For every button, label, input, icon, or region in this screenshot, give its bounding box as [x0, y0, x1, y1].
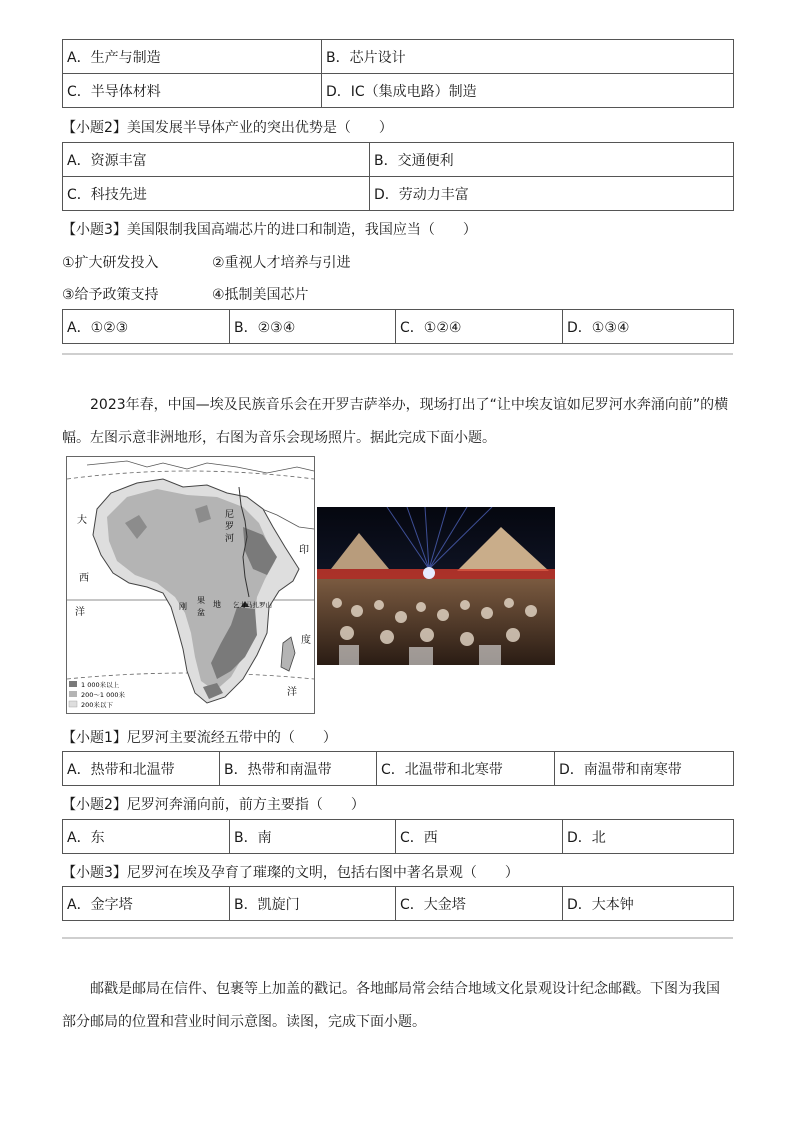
option-d[interactable]: D．IC（集成电路）制造 — [322, 74, 734, 108]
label-gang: 刚 — [179, 602, 187, 611]
legend-low: 200米以下 — [81, 701, 113, 709]
label-yang1: 洋 — [75, 607, 85, 618]
q1b-stem: 【小题1】尼罗河主要流经五带中的（ ） — [62, 730, 337, 746]
q3a-options — [62, 309, 734, 344]
q3b-stem: 【小题3】尼罗河在埃及孕育了璀璨的文明，包括右图中著名景观（ ） — [62, 865, 519, 881]
q3a-item-1: ①扩大研发投入 — [62, 255, 159, 271]
q2a-stem: 【小题2】美国发展半导体产业的突出优势是（ ） — [62, 120, 393, 136]
label-kilimanjaro: 乞力马扎罗山 — [233, 601, 272, 609]
label-xi: 西 — [79, 573, 89, 584]
q1b-options — [62, 751, 734, 786]
option-a[interactable]: A．东 — [63, 820, 230, 854]
option-d[interactable]: D．北 — [563, 820, 734, 854]
label-yang2: 洋 — [287, 687, 297, 698]
option-a[interactable]: A．①②③ — [63, 310, 230, 344]
legend-mid: 200～1 000米 — [81, 691, 126, 699]
q3a-item-2: ②重视人才培养与引进 — [212, 255, 351, 271]
q3a-item-3: ③给予政策支持 — [62, 287, 159, 303]
section-divider — [62, 353, 733, 355]
africa-terrain-map — [66, 456, 315, 714]
option-a[interactable]: A．热带和北温带 — [63, 752, 220, 786]
option-b[interactable]: B．芯片设计 — [322, 40, 734, 74]
concert-photo-svg — [317, 507, 555, 665]
option-d[interactable]: D．大本钟 — [563, 887, 734, 921]
q2b-stem: 【小题2】尼罗河奔涌向前，前方主要指（ ） — [62, 797, 365, 813]
legend-swatch-mid — [69, 691, 77, 697]
option-b[interactable]: B．交通便利 — [370, 143, 734, 177]
option-b[interactable]: B．热带和南温带 — [220, 752, 377, 786]
legend-swatch-low — [69, 701, 77, 707]
label-ni: 尼 — [225, 510, 235, 520]
label-luo: 罗 — [225, 522, 235, 532]
label-yin: 印 — [299, 545, 309, 556]
option-c[interactable]: C．科技先进 — [63, 177, 370, 211]
africa-map-svg — [67, 457, 314, 713]
madagascar — [281, 637, 295, 671]
passage-postmark: 邮戳是邮局在信件、包裹等上加盖的戳记。各地邮局常会结合地域文化景观设计纪念邮戳。下图为我国部分邮局的位置和营业时间示意图。读图，完成下面小题。 — [62, 981, 720, 1030]
option-a[interactable]: A．生产与制造 — [63, 40, 322, 74]
option-c[interactable]: C．北温带和北寒带 — [377, 752, 555, 786]
passage-nile: 2023年春，中国—埃及民族音乐会在开罗吉萨举办，现场打出了“让中埃友谊如尼罗河水奔涌向前”的横幅。左图示意非洲地形，右图为音乐会现场照片。据此完成下面小题。 — [62, 397, 729, 446]
q2b-options — [62, 819, 734, 854]
option-d[interactable]: D．①③④ — [563, 310, 734, 344]
label-he: 河 — [225, 534, 235, 544]
q3b-options — [62, 886, 734, 921]
q3a-stem: 【小题3】美国限制我国高端芯片的进口和制造，我国应当（ ） — [62, 222, 477, 238]
tropic-north-line — [67, 471, 314, 479]
q-top-options — [62, 39, 734, 108]
option-d[interactable]: D．劳动力丰富 — [370, 177, 734, 211]
option-d[interactable]: D．南温带和南寒带 — [555, 752, 734, 786]
option-b[interactable]: B．②③④ — [230, 310, 396, 344]
option-a[interactable]: A．资源丰富 — [63, 143, 370, 177]
option-b[interactable]: B．凯旋门 — [230, 887, 396, 921]
legend-swatch-high — [69, 681, 77, 687]
concert-photo — [317, 507, 555, 665]
q2a-options — [62, 142, 734, 211]
option-c[interactable]: C．①②④ — [396, 310, 563, 344]
option-c[interactable]: C．大金塔 — [396, 887, 563, 921]
section-divider — [62, 937, 733, 939]
option-b[interactable]: B．南 — [230, 820, 396, 854]
label-du: 度 — [301, 635, 311, 646]
legend-high: 1 000米以上 — [81, 681, 120, 689]
option-c[interactable]: C．西 — [396, 820, 563, 854]
label-pen: 盆 — [197, 608, 205, 617]
option-c[interactable]: C．半导体材料 — [63, 74, 322, 108]
option-a[interactable]: A．金字塔 — [63, 887, 230, 921]
q3a-item-4: ④抵制美国芯片 — [212, 287, 309, 303]
label-da: 大 — [77, 515, 87, 526]
label-guo: 果 — [197, 596, 205, 605]
label-di: 地 — [213, 600, 221, 609]
